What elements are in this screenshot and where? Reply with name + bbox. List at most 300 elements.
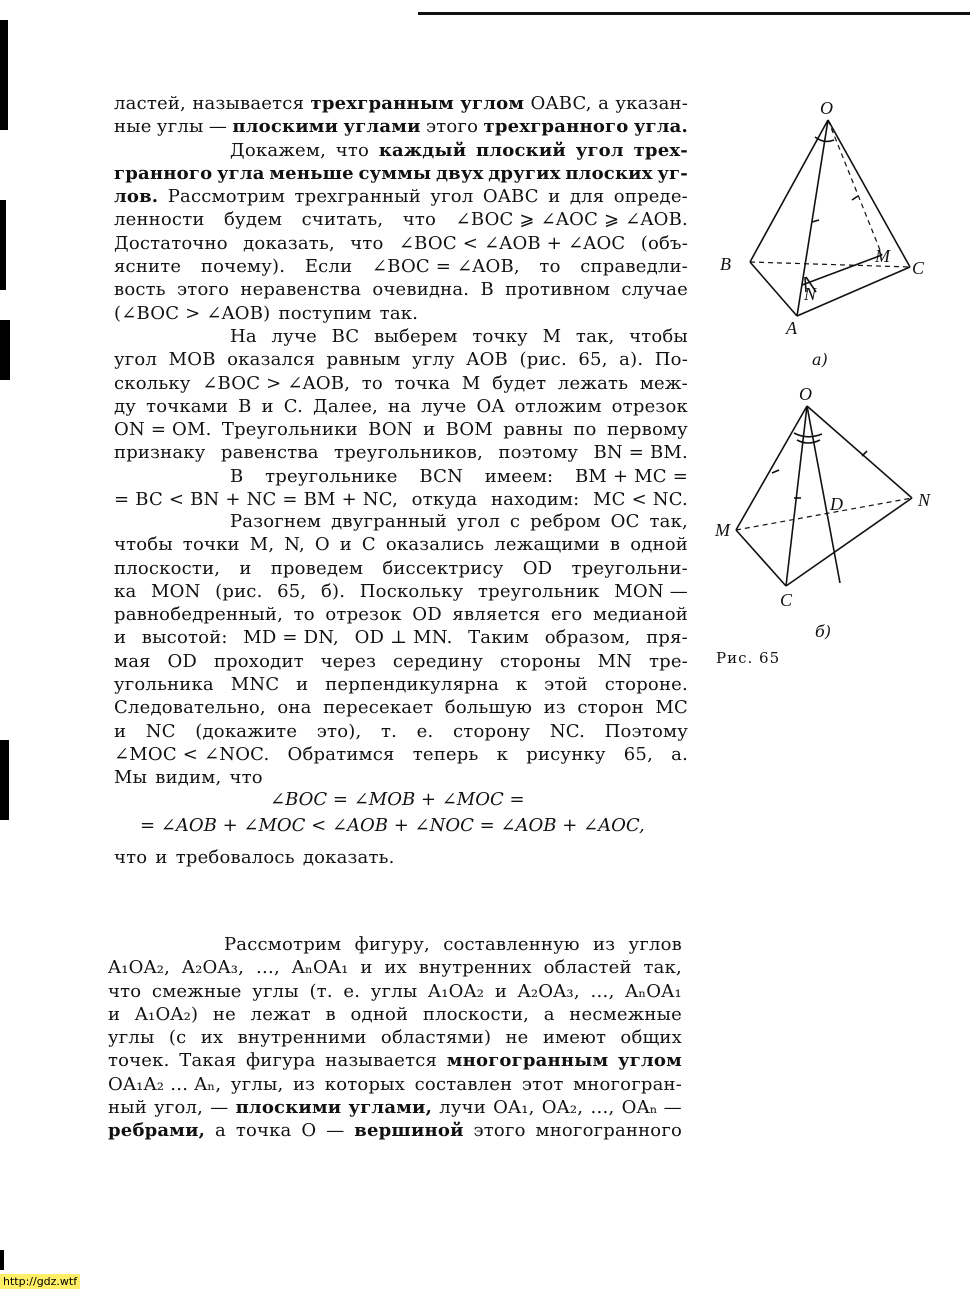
word: будет	[492, 372, 547, 394]
word: треугольнике	[265, 465, 398, 487]
word: Рассмотрим	[167, 186, 286, 208]
word: ∠MOC < ∠NOC.	[114, 743, 270, 765]
word: трехгранным	[310, 93, 454, 114]
word: одной	[630, 534, 688, 556]
word: BOM	[445, 419, 493, 441]
point-label: N	[804, 284, 817, 304]
text-line	[114, 348, 688, 371]
word: AₙOA₁	[291, 957, 349, 979]
word: OA₂,	[541, 1097, 584, 1119]
word: плоскости,	[114, 557, 221, 579]
text-line	[114, 92, 688, 115]
word: Обратимся	[287, 743, 395, 765]
text-line	[114, 766, 688, 789]
word: M,	[249, 534, 275, 556]
word: мая	[114, 650, 151, 672]
word: трехгранного	[483, 116, 629, 138]
word: к	[515, 674, 528, 696]
text-line	[114, 441, 688, 464]
word: угол,	[154, 1097, 204, 1119]
word: (рис.	[215, 580, 263, 602]
word: так,	[649, 511, 688, 532]
word: это),	[316, 720, 362, 742]
word: что	[229, 767, 263, 789]
word: а	[215, 1120, 226, 1142]
word: равенства	[220, 442, 319, 464]
text-line	[114, 325, 688, 348]
word: OA₁A₂ … Aₙ,	[108, 1073, 222, 1095]
word: OD	[167, 650, 198, 672]
word: ребрами,	[108, 1120, 206, 1142]
word: BCN	[419, 465, 464, 487]
word: —	[326, 1120, 345, 1142]
word: оказались	[385, 534, 485, 556]
word: углами,	[348, 1097, 433, 1119]
word: справедли-	[580, 256, 688, 278]
word: Поскольку	[359, 580, 464, 602]
word: MD = DN,	[243, 627, 339, 649]
text-line	[114, 720, 688, 743]
word: (докажите	[195, 720, 298, 742]
word: (рис.	[519, 349, 567, 371]
paragraph-conclusion	[114, 846, 688, 869]
word: этого	[177, 279, 230, 301]
word: —	[210, 1097, 229, 1119]
text-line	[114, 603, 688, 626]
word: составленную	[443, 934, 580, 955]
word: В	[230, 465, 244, 487]
word: то	[539, 256, 561, 278]
word: через	[320, 650, 377, 672]
word: точка	[235, 1120, 292, 1142]
point-label: C	[780, 590, 793, 610]
word: = BC < BN + NC = BM + NC,	[114, 489, 398, 511]
word: OC	[610, 511, 640, 532]
point-label: D	[830, 494, 843, 514]
word: его	[550, 604, 583, 626]
word: (∠BOC > ∠AOB)	[114, 302, 271, 324]
word: A₁OA₂	[428, 980, 485, 1002]
text-line	[108, 1049, 682, 1072]
word: угла.	[633, 116, 688, 138]
word: плоских	[565, 162, 653, 184]
word: считать,	[301, 209, 384, 231]
word: медианой	[593, 604, 688, 626]
word: Если	[304, 256, 353, 278]
word: (с	[168, 1027, 187, 1049]
word: угол	[114, 349, 158, 371]
word: …,	[255, 957, 280, 979]
word: A₁OA₂)	[134, 1003, 199, 1025]
text-line	[114, 650, 688, 673]
text-line	[114, 302, 688, 325]
word: уг-	[657, 162, 688, 184]
word: требовалось	[175, 847, 295, 868]
word: из	[593, 934, 616, 955]
word: противном	[505, 279, 611, 301]
word: имеют	[542, 1027, 607, 1049]
point-label: N	[918, 490, 931, 510]
word: оказался	[227, 349, 316, 371]
paragraph-polyhedral-angle	[108, 933, 682, 1143]
word: …,	[590, 1097, 615, 1119]
word: к	[496, 743, 509, 765]
word: одной	[350, 1003, 409, 1025]
word: углу	[412, 349, 455, 371]
word: поэтому	[498, 442, 579, 464]
word: является	[452, 604, 541, 626]
word: точка	[394, 372, 451, 394]
word: плоскости,	[422, 1003, 530, 1025]
word: Разогнем	[230, 511, 322, 532]
word: почему).	[200, 256, 286, 278]
word: OA	[476, 395, 505, 417]
word: их	[200, 1027, 224, 1049]
word: она	[277, 697, 312, 719]
word: плоскими	[235, 1097, 342, 1119]
word: луче	[271, 326, 317, 347]
word: OAₙ —	[621, 1097, 682, 1119]
word: середину	[392, 650, 484, 672]
word: угла	[216, 162, 265, 184]
word: видим,	[155, 767, 222, 789]
word: что	[350, 232, 384, 254]
text-line	[114, 533, 688, 556]
paragraph-trihedral-definition	[114, 92, 688, 325]
word: других	[488, 162, 561, 184]
word: ON = OM.	[114, 419, 212, 441]
word: по	[573, 419, 597, 441]
word: AₙOA₁	[625, 980, 682, 1002]
word: Поэтому	[604, 720, 688, 742]
word: A₂OA₃,	[181, 957, 245, 979]
word: плоскими	[232, 116, 339, 138]
word: углы	[108, 1027, 155, 1049]
text-line	[114, 626, 688, 649]
word: точки	[182, 534, 240, 556]
word: ∠BOC = ∠AOB,	[371, 256, 520, 278]
word: случае	[621, 279, 688, 301]
word: меж-	[639, 372, 688, 394]
word: M	[461, 372, 481, 394]
word: этого	[425, 116, 479, 138]
text-line	[114, 743, 688, 766]
word: т.	[380, 720, 398, 742]
word: поступим	[278, 302, 372, 324]
point-label: O	[820, 98, 833, 118]
word: равнобедренный,	[114, 604, 284, 626]
word: точками	[146, 395, 229, 417]
figure-65a	[712, 92, 942, 372]
word: трех-	[633, 139, 688, 161]
scan-edge	[0, 0, 12, 1291]
word: OABC	[482, 186, 539, 208]
word: стороне.	[604, 674, 688, 696]
word: 65,	[277, 580, 307, 602]
word: лежащими	[494, 534, 600, 556]
word: областей	[543, 957, 632, 979]
word: несмежные	[569, 1003, 682, 1025]
word: OD	[412, 604, 442, 626]
word: доказать.	[302, 847, 395, 868]
word: фигура	[246, 1050, 316, 1072]
text-line	[114, 139, 688, 162]
text-line	[114, 465, 688, 488]
word: (т.	[309, 980, 333, 1002]
word: OABC,	[530, 93, 592, 114]
word: ка	[114, 580, 137, 602]
word: большую	[444, 697, 533, 719]
word: вершиной	[354, 1120, 464, 1142]
word: и	[494, 980, 508, 1002]
word: а	[598, 93, 610, 114]
word: BC	[331, 326, 360, 347]
point-label: B	[720, 254, 731, 274]
word: что	[402, 209, 437, 231]
text-line	[114, 395, 688, 418]
word: равным	[326, 349, 401, 371]
word: отложим	[514, 395, 602, 417]
word: признаку	[114, 442, 206, 464]
word: MOB	[168, 349, 216, 371]
word: углами	[343, 116, 421, 138]
word: Следовательно,	[114, 697, 266, 719]
word: каждый	[378, 139, 467, 161]
text-line	[108, 956, 682, 979]
watermark-link[interactable]: http://gdz.wtf	[0, 1274, 80, 1289]
word: ∠BOC > ∠AOB,	[202, 372, 351, 394]
text-line	[114, 115, 688, 138]
word: лежат	[250, 1003, 311, 1025]
word: OA₁,	[493, 1097, 535, 1119]
word: MON	[151, 580, 201, 602]
word: е.	[416, 720, 434, 742]
word: так,	[575, 326, 615, 347]
text-line	[114, 846, 688, 869]
word: из	[292, 1073, 316, 1095]
word: этого	[473, 1120, 526, 1142]
word: теперь	[412, 743, 479, 765]
word: ∠BOC < ∠AOB + ∠AOC	[398, 232, 626, 254]
word: на	[388, 395, 412, 417]
text-line	[114, 580, 688, 603]
word: гранного	[114, 162, 213, 184]
text-line	[108, 1119, 682, 1142]
point-label: C	[912, 258, 925, 278]
word: б).	[320, 580, 346, 602]
word: смежные	[151, 980, 242, 1002]
word: и	[548, 186, 561, 208]
word: OD ⊥ MN.	[354, 627, 453, 649]
word: многогранным	[446, 1050, 609, 1072]
word: будем	[224, 209, 283, 231]
word: из	[543, 697, 566, 719]
word: плоский	[476, 139, 566, 161]
word: проведем	[270, 557, 364, 579]
figure-65b	[712, 378, 942, 618]
word: MN	[597, 650, 633, 672]
word: C.	[283, 395, 303, 417]
word: пересекает	[323, 697, 434, 719]
word: По-	[654, 349, 688, 371]
text-line	[108, 933, 682, 956]
text-line	[114, 278, 688, 301]
word: AOB	[466, 349, 508, 371]
word: A₂OA₃,	[517, 980, 580, 1002]
word: равны	[503, 419, 563, 441]
word: внутренних	[418, 957, 532, 979]
word: двугранный	[331, 511, 447, 532]
formula-line-2: = ∠AOB + ∠MOC < ∠AOB + ∠NOC = ∠AOB + ∠AOC,	[140, 815, 645, 836]
word: так.	[379, 302, 419, 324]
word: Такая	[179, 1050, 237, 1072]
word: Мы	[114, 767, 148, 789]
word: B	[238, 395, 252, 417]
word: C	[361, 534, 376, 556]
text-line	[114, 418, 688, 441]
word: ду	[114, 395, 137, 417]
point-label: M	[715, 520, 730, 540]
text-line	[114, 208, 688, 231]
word: Докажем,	[230, 139, 326, 161]
word: Далее,	[312, 395, 379, 417]
word: в	[325, 1003, 336, 1025]
word: ный	[108, 1097, 147, 1119]
word: луче	[421, 395, 467, 417]
figure-65a-label: а)	[812, 350, 828, 369]
word: O	[301, 1120, 317, 1142]
text-line	[108, 1096, 682, 1119]
text-line	[114, 510, 688, 533]
word: внутренними	[237, 1027, 367, 1049]
word: углов	[628, 934, 682, 955]
word: биссектрису	[382, 557, 504, 579]
word: и	[155, 847, 168, 868]
word: Достаточно	[114, 232, 228, 254]
word: что	[335, 139, 370, 161]
word: с	[509, 511, 521, 532]
word: многогранного	[535, 1120, 682, 1142]
word: проходит	[213, 650, 304, 672]
word: треугольников,	[334, 442, 484, 464]
word: и	[239, 557, 252, 579]
paragraph-proof-unfolding	[114, 510, 688, 790]
word: то	[293, 604, 315, 626]
word: очевидна.	[372, 279, 470, 301]
text-line	[114, 372, 688, 395]
word: доказать,	[243, 232, 335, 254]
word: 65,	[578, 349, 608, 371]
word: их	[384, 957, 407, 979]
word: чтобы	[114, 534, 173, 556]
word: и	[108, 1003, 121, 1025]
word: MNC	[230, 674, 280, 696]
word: угол	[430, 186, 474, 208]
word: трехгранный	[294, 186, 421, 208]
text-line	[114, 557, 688, 580]
text-line	[114, 673, 688, 696]
point-label: O	[799, 384, 812, 404]
word: NC.	[549, 720, 586, 742]
text-line	[108, 980, 682, 1003]
word: углом	[460, 93, 525, 114]
word: тре-	[648, 650, 688, 672]
word: высотой:	[141, 627, 228, 649]
word: MC < NC.	[593, 489, 688, 511]
word: что	[114, 847, 148, 868]
word: суммы	[358, 162, 432, 184]
word: BN = BM.	[593, 442, 688, 464]
word: ∠BOC ⩾ ∠AOC ⩾ ∠AOB.	[455, 209, 688, 231]
word: ребром	[530, 511, 601, 532]
word: перпендикулярна	[325, 674, 499, 696]
word: этой	[544, 674, 588, 696]
text-line	[108, 1003, 682, 1026]
word: для	[569, 186, 605, 208]
text-line	[114, 185, 688, 208]
text-line	[108, 1026, 682, 1049]
word: ластей,	[114, 93, 186, 114]
word: углы,	[230, 1073, 284, 1095]
word: N,	[284, 534, 305, 556]
word: угол	[575, 139, 624, 161]
word: MC	[655, 697, 688, 719]
word: треугольни-	[571, 557, 688, 579]
word: углы	[370, 980, 418, 1002]
word: а.	[671, 743, 688, 765]
word: 65,	[623, 743, 654, 765]
text-line	[114, 162, 688, 185]
word: угол	[456, 511, 500, 532]
formula-line-1: ∠BOC = ∠MOB + ∠MOC =	[270, 789, 525, 810]
word: треугольник	[477, 580, 600, 602]
word: сторон	[577, 697, 644, 719]
figure-caption: Рис. 65	[716, 649, 781, 667]
word: этот	[521, 1073, 564, 1095]
word: —	[208, 116, 228, 138]
word: имеем:	[484, 465, 554, 487]
word: MON —	[614, 580, 688, 602]
word: образом,	[544, 627, 631, 649]
word: что	[108, 980, 142, 1002]
word: отрезок	[325, 604, 402, 626]
word: углом	[618, 1050, 682, 1072]
word: выберем	[374, 326, 458, 347]
figure-65b-label: б)	[815, 622, 832, 641]
word: ленности	[114, 209, 205, 231]
text-line	[114, 255, 688, 278]
word: На	[230, 326, 257, 347]
word: углы	[156, 116, 204, 138]
word: ные	[114, 116, 152, 138]
text-line	[114, 488, 688, 511]
word: то	[361, 372, 383, 394]
word: M	[542, 326, 562, 347]
word: вость	[114, 279, 166, 301]
word: а	[543, 1003, 555, 1025]
word: составлен	[414, 1073, 513, 1095]
word: (объ-	[640, 232, 688, 254]
word: точек.	[108, 1050, 170, 1072]
word: меньше	[269, 162, 354, 184]
word: которых	[324, 1073, 406, 1095]
word: называется	[192, 93, 305, 114]
word: Рассмотрим	[224, 934, 342, 955]
word: A₁OA₂,	[108, 957, 171, 979]
word: опреде-	[613, 186, 688, 208]
word: указан-	[615, 93, 688, 114]
word: не	[505, 1027, 529, 1049]
